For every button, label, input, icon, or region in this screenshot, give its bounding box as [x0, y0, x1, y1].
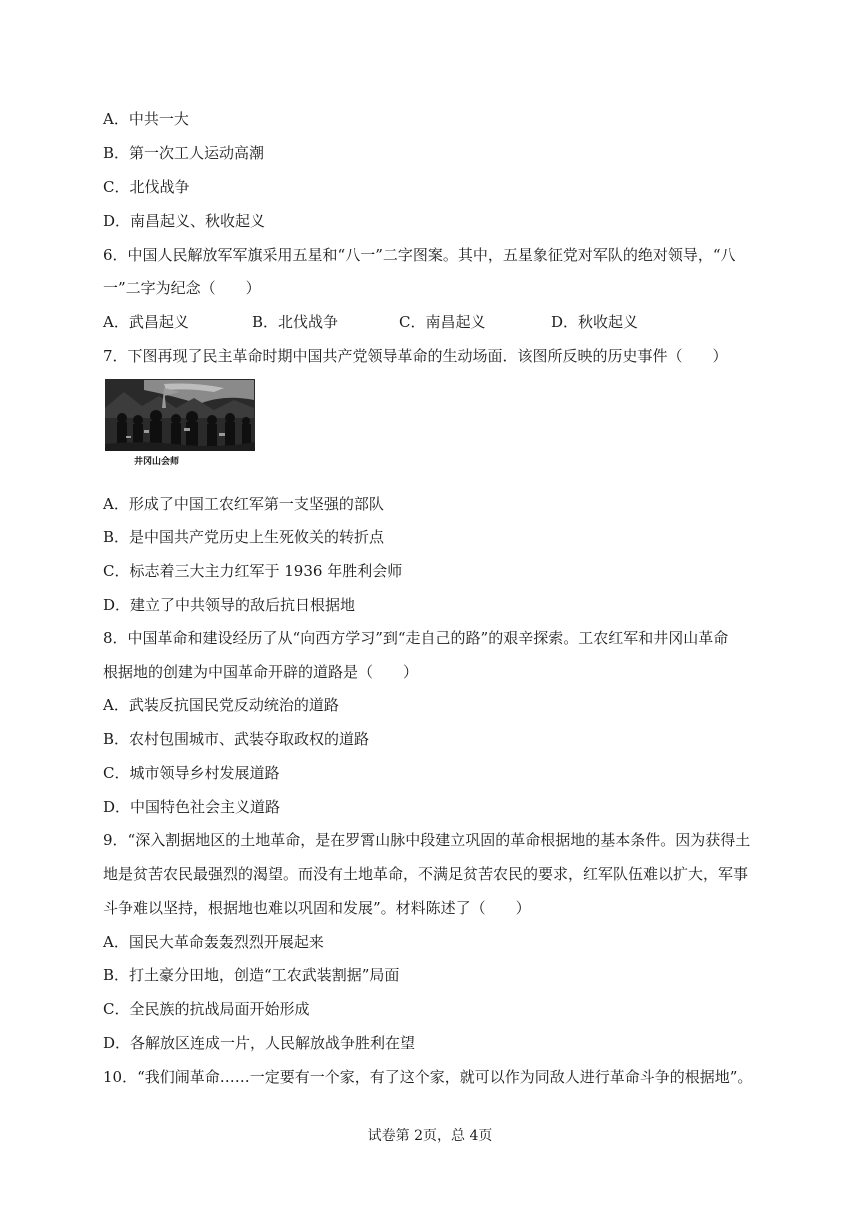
q8-stem-line-1: 8．中国革命和建设经历了从“向西方学习”到“走自己的路”的艰辛探索。工农红军和井冈山革命 [103, 629, 729, 647]
q8-option-b: B．农村包围城市、武装夺取政权的道路 [103, 730, 370, 748]
q7-option-c: C．标志着三大主力红军于 1936 年胜利会师 [103, 562, 403, 580]
q10-stem-line-1: 10．“我们闹革命……一定要有一个家，有了这个家，就可以作为同敌人进行革命斗争的根据地”。 [103, 1068, 753, 1086]
q9-stem-line-1: 9．“深入割据地区的土地革命，是在罗霄山脉中段建立巩固的革命根据地的基本条件。因为获得土 [103, 831, 751, 849]
q8-option-c: C．城市领导乡村发展道路 [103, 764, 280, 782]
q6-option-c: C．南昌起义 [399, 313, 486, 331]
page-footer: 试卷第 2页，总 4页 [367, 1128, 493, 1144]
q6-option-b: B．北伐战争 [252, 313, 339, 331]
q9-stem-line-2: 地是贫苦农民最强烈的渴望。而没有土地革命，不满足贫苦农民的要求，红军队伍难以扩大，军事 [103, 865, 749, 883]
q7-option-d: D．建立了中共领导的敌后抗日根据地 [103, 596, 356, 614]
woodcut-image [104, 378, 258, 468]
q5-option-c: C．北伐战争 [103, 178, 190, 196]
q8-option-a: A．武装反抗国民党反动统治的道路 [103, 696, 339, 714]
q9-option-b: B．打土豪分田地，创造“工农武装割据”局面 [103, 966, 400, 984]
q9-stem-line-3: 斗争难以坚持，根据地也难以巩固和发展”。材料陈述了（ ） [103, 899, 531, 917]
q7-option-a: A．形成了中国工农红军第一支坚强的部队 [103, 495, 384, 513]
q6-stem-line-2: 一”二字为纪念（ ） [103, 279, 261, 297]
q6-stem-line-1: 6．中国人民解放军军旗采用五星和“八一”二字图案。其中，五星象征党对军队的绝对领导，“八 [103, 246, 736, 264]
q5-option-b: B．第一次工人运动高潮 [103, 144, 265, 162]
q6-option-a: A．武昌起义 [103, 313, 189, 331]
q6-option-d: D．秋收起义 [551, 313, 639, 331]
q5-option-d: D．南昌起义、秋收起义 [103, 212, 266, 230]
q7-stem: 7．下图再现了民主革命时期中国共产党领导革命的生动场面．该图所反映的历史事件（ ） [103, 347, 728, 365]
q9-option-c: C．全民族的抗战局面开始形成 [103, 1000, 310, 1018]
q9-option-a: A．国民大革命轰轰烈烈开展起来 [103, 933, 324, 951]
q8-option-d: D．中国特色社会主义道路 [103, 798, 281, 816]
q8-stem-line-2: 根据地的创建为中国革命开辟的道路是（ ） [103, 663, 419, 681]
figure-caption: 井冈山会师 [134, 457, 180, 467]
q7-woodcut-figure [104, 378, 258, 468]
q9-option-d: D．各解放区连成一片，人民解放战争胜利在望 [103, 1034, 416, 1052]
q5-option-a: A．中共一大 [103, 110, 189, 128]
q7-option-b: B．是中国共产党历史上生死攸关的转折点 [103, 528, 385, 546]
